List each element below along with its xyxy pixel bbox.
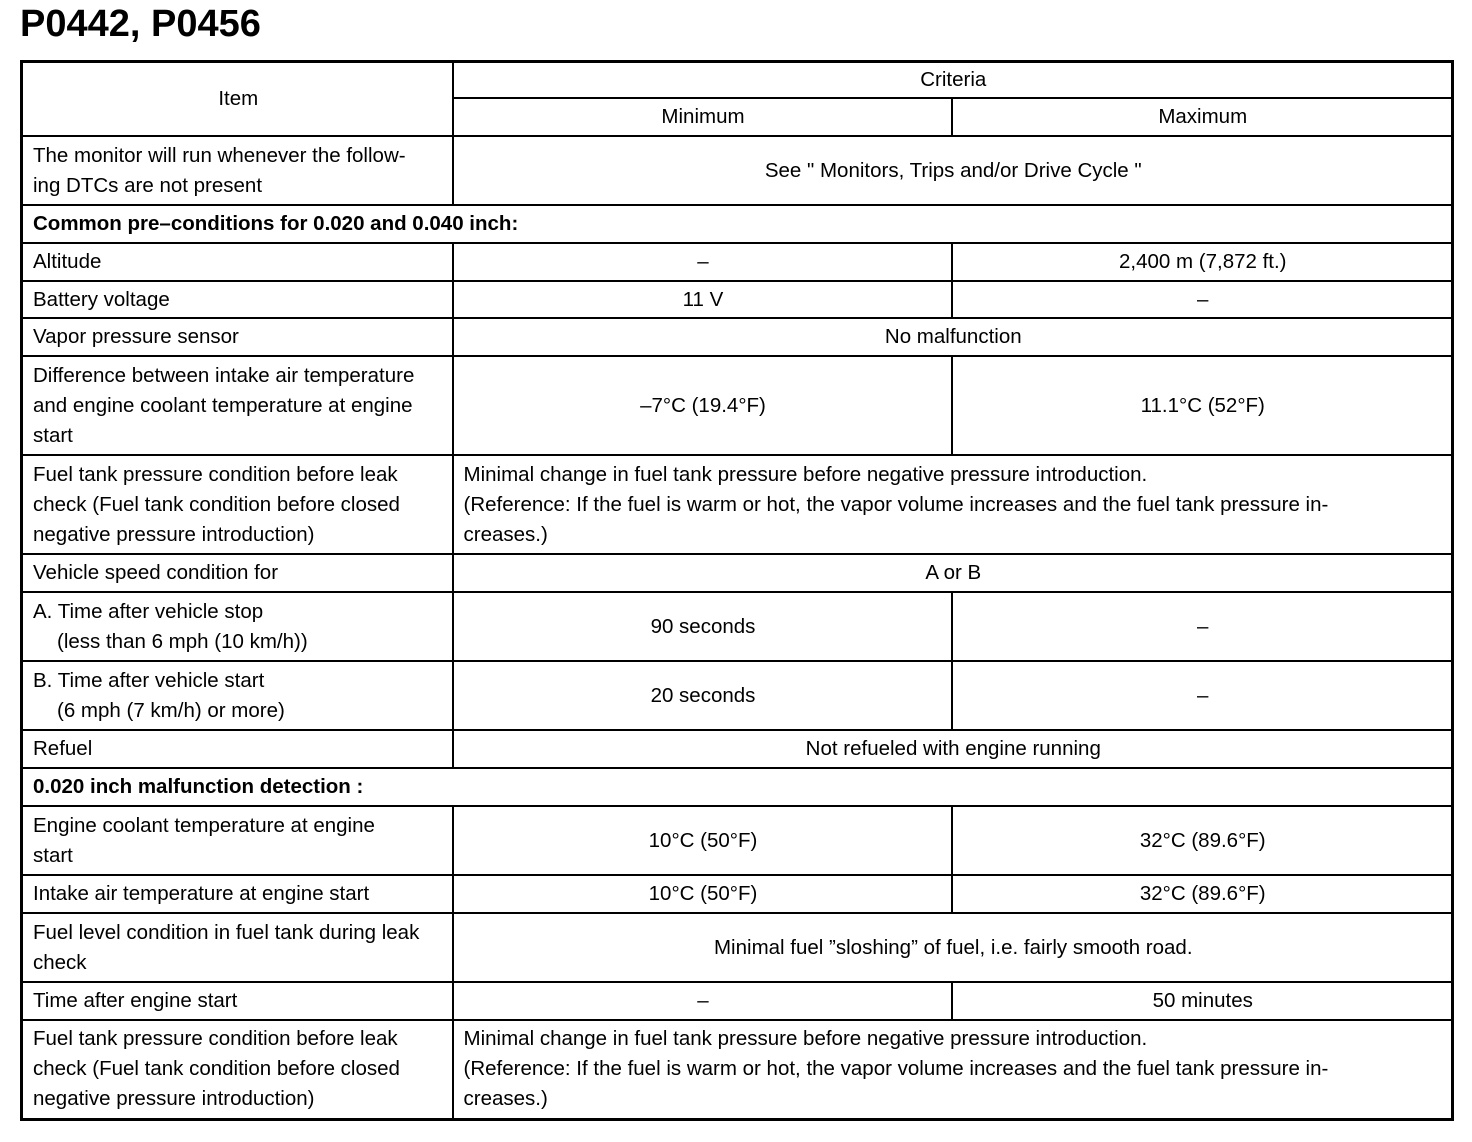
criteria-table [20,60,1454,1121]
item-text-line: Fuel level condition in fuel tank during leak [33,920,420,944]
item-text-line: check (Fuel tank condition before closed [33,492,400,516]
value-text-line: (Reference: If the fuel is warm or hot, the vapor volume increases and the fuel tank pressure in- [463,492,1329,516]
row-item [22,356,453,455]
row-item: Intake air temperature at engine start [22,875,453,913]
table-row [22,554,1453,592]
row-item [22,1020,453,1119]
value-text-line: (Reference: If the fuel is warm or hot, the vapor volume increases and the fuel tank pressure in- [463,1057,1329,1081]
row-value [453,455,1453,554]
table-row [22,243,1453,281]
item-text-line: Fuel tank pressure condition before leak [33,1027,398,1051]
value-text-line: creases.) [463,1087,548,1111]
row-min: – [453,243,952,281]
row-min: 10°C (50°F) [453,875,952,913]
table-row [22,356,1453,455]
table-row [22,730,1453,768]
row-max: 11.1°C (52°F) [952,356,1453,455]
row-item: Vehicle speed condition for [22,554,453,592]
table-row [22,875,1453,913]
header-maximum: Maximum [952,98,1453,136]
page-title: P0442, P0456 [20,3,261,45]
row-value: A or B [453,554,1453,592]
row-item: Altitude [22,243,453,281]
item-text-line: start [33,843,73,867]
row-value: Not refueled with engine running [453,730,1453,768]
row-item: Vapor pressure sensor [22,318,453,356]
item-text-line: B. Time after vehicle start [33,668,265,692]
header-criteria: Criteria [453,62,1453,99]
table-row [22,318,1453,356]
item-text-line: Fuel tank pressure condition before leak [33,462,398,486]
table-row [22,592,1453,661]
row-item: Time after engine start [22,982,453,1020]
table-row [22,982,1453,1020]
row-min: 11 V [453,281,952,318]
row-item [22,136,453,205]
row-min: – [453,982,952,1020]
row-max: 2,400 m (7,872 ft.) [952,243,1453,281]
item-text-line: ing DTCs are not present [33,173,263,197]
section-heading: 0.020 inch malfunction detection : [22,768,1453,806]
table-row [22,806,1453,875]
row-item [22,592,453,661]
header-minimum: Minimum [453,98,952,136]
row-max: 32°C (89.6°F) [952,806,1453,875]
row-value: Minimal fuel ”sloshing” of fuel, i.e. fairly smooth road. [453,913,1453,982]
item-text-line: (less than 6 mph (10 km/h)) [57,629,308,653]
row-max: 32°C (89.6°F) [952,875,1453,913]
section-row [22,205,1453,243]
row-item: Battery voltage [22,281,453,318]
row-max: 50 minutes [952,982,1453,1020]
row-min: –7°C (19.4°F) [453,356,952,455]
row-min: 10°C (50°F) [453,806,952,875]
item-text-line: Engine coolant temperature at engine [33,813,375,837]
section-row [22,768,1453,806]
item-text-line: Difference between intake air temperature [33,363,415,387]
value-text-line: creases.) [463,522,548,546]
item-text-line: check (Fuel tank condition before closed [33,1057,400,1081]
row-value: No malfunction [453,318,1453,356]
item-text-line: The monitor will run whenever the follow- [33,143,406,167]
table-row [22,455,1453,554]
table-row [22,913,1453,982]
header-row [22,62,1453,99]
row-item: Refuel [22,730,453,768]
row-value: See " Monitors, Trips and/or Drive Cycle " [453,136,1453,205]
item-text-line: and engine coolant temperature at engine [33,393,413,417]
row-min: 90 seconds [453,592,952,661]
row-item [22,661,453,730]
table-row [22,136,1453,205]
value-text-line: Minimal change in fuel tank pressure before negative pressure introduction. [463,1027,1148,1051]
row-min: 20 seconds [453,661,952,730]
row-item [22,913,453,982]
row-max: – [952,661,1453,730]
row-value [453,1020,1453,1119]
item-text-line: negative pressure introduction) [33,522,315,546]
table-row [22,281,1453,318]
item-text-line: check [33,950,87,974]
value-text-line: Minimal change in fuel tank pressure before negative pressure introduction. [463,462,1148,486]
item-text-line: negative pressure introduction) [33,1087,315,1111]
table-row [22,1020,1453,1119]
item-text-line: start [33,423,73,447]
item-text-line: (6 mph (7 km/h) or more) [57,698,285,722]
header-item: Item [22,62,453,137]
row-item [22,806,453,875]
row-item [22,455,453,554]
section-heading: Common pre–conditions for 0.020 and 0.040 inch: [22,205,1453,243]
table-row [22,661,1453,730]
row-max: – [952,281,1453,318]
item-text-line: A. Time after vehicle stop [33,599,264,623]
row-max: – [952,592,1453,661]
